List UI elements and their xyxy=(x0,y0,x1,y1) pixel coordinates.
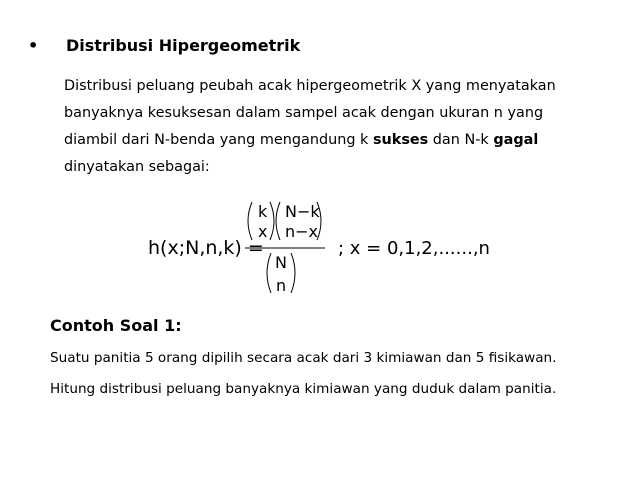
formula-graphic xyxy=(0,195,638,305)
definition-text: dan N-k xyxy=(428,132,494,148)
definition-line-3 xyxy=(64,127,624,154)
left-paren xyxy=(276,202,280,240)
example-line-2: Hitung distribusi peluang banyaknya kimiawan yang duduk dalam panitia. xyxy=(50,381,557,397)
bullet-point: • xyxy=(28,36,39,55)
left-paren xyxy=(267,253,271,293)
left-paren xyxy=(248,202,252,240)
binomial-top: N xyxy=(275,253,287,272)
definition-line-4: dinyatakan sebagai: xyxy=(64,159,210,175)
binomial-bottom: n xyxy=(276,276,287,295)
definition-line-1: Distribusi peluang peubah acak hipergeometrik X yang menyatakan xyxy=(64,78,556,94)
gagal-term: gagal xyxy=(493,132,539,148)
example-line-1: Suatu panitia 5 orang dipilih secara acak dari 3 kimiawan dan 5 fisikawan. xyxy=(50,350,557,366)
binomial-top: N−k xyxy=(285,202,320,221)
section-title: Distribusi Hipergeometrik xyxy=(66,36,301,55)
binomial-bottom: x xyxy=(258,222,268,241)
example-title: Contoh Soal 1: xyxy=(50,316,182,335)
binomial-bottom: n−x xyxy=(285,222,319,241)
right-paren xyxy=(270,202,274,240)
definition-line-2: banyaknya kesuksesan dalam sampel acak dengan ukuran n yang xyxy=(64,105,544,121)
binomial-top: k xyxy=(258,202,268,221)
definition-text: diambil dari N-benda yang mengandung k xyxy=(64,132,373,148)
formula-rhs: ; x = 0,1,2,......,n xyxy=(338,238,490,259)
sukses-term: sukses xyxy=(372,132,429,148)
definition-paragraph xyxy=(64,73,624,181)
right-paren xyxy=(291,253,295,293)
formula-lhs: h(x;N,n,k) = xyxy=(148,237,264,259)
section-heading xyxy=(28,36,300,55)
hypergeometric-formula xyxy=(0,195,638,305)
